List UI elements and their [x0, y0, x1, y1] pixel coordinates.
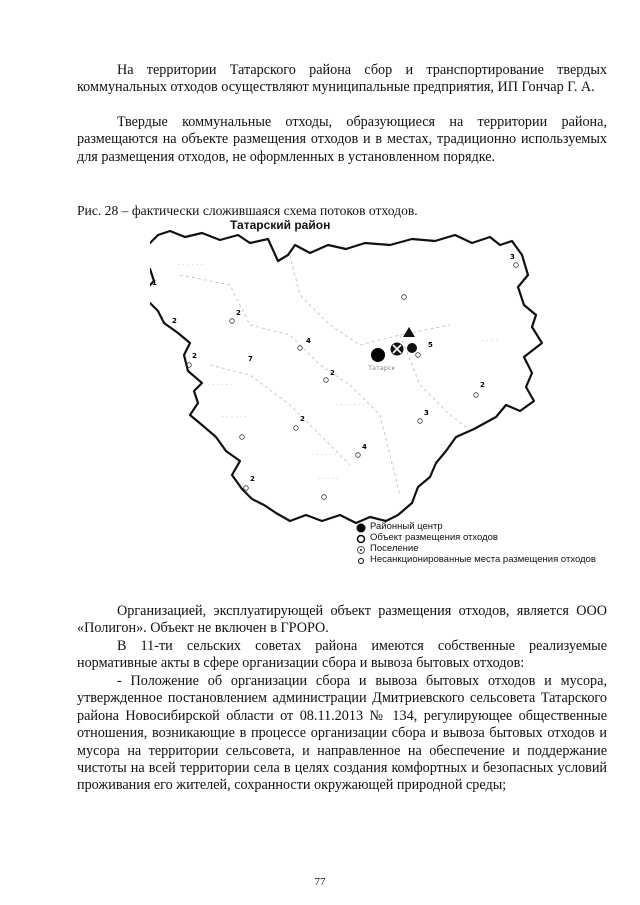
figure-caption: Рис. 28 – фактически сложившаяся схема потоков отходов. [77, 203, 418, 218]
map-title: Татарский район [230, 218, 331, 232]
svg-text:· · · · · ·: · · · · · · [222, 413, 247, 421]
unauthorized-dump-icon [356, 556, 366, 566]
waste-facility-icon [356, 534, 366, 544]
inner-boundaries [180, 255, 470, 495]
map-legend [352, 522, 610, 566]
legend-label: Районный центр [370, 521, 443, 532]
svg-text:· · · ·: · · · · [482, 337, 498, 345]
legend-label: Объект размещения отходов [370, 532, 498, 543]
settlement-markers [187, 263, 519, 500]
legend-item [352, 555, 610, 566]
map-number-label: 1 [152, 279, 157, 287]
paragraph-1: На территории Татарского района сбор и транспортирование твердых коммунальных отходов осуществляют муниципальные предприятия, ИП Гончар Г. А. [77, 62, 607, 96]
map-number-label: 7 [248, 355, 253, 363]
map-number-label: 2 [236, 309, 241, 317]
map-number-label: 2 [300, 415, 305, 423]
map-number-label: 2 [192, 352, 197, 360]
legend-label: Поселение [370, 543, 419, 554]
map-number-label: 3 [510, 253, 515, 261]
svg-text:· · · · · · ·: · · · · · · · [336, 401, 365, 409]
paragraph-4: В 11-ти сельских советах района имеются собственные реализуемые нормативные акты в сфере организации сбора и вывоза бытовых отходов: [77, 638, 607, 672]
map-number-label: 2 [480, 381, 485, 389]
map-number-label: 2 [250, 475, 255, 483]
district-center-icon [371, 348, 385, 362]
town-label: Татарск [368, 364, 396, 372]
map-number-label: 4 [306, 337, 311, 345]
settlement-icon [356, 545, 366, 555]
district-boundary [150, 231, 542, 523]
svg-text:· · · · · ·: · · · · · · [178, 261, 203, 269]
map-number-label: 2 [172, 317, 177, 325]
map-number-label: 4 [362, 443, 367, 451]
svg-text:· · · · ·: · · · · · [318, 475, 339, 483]
map-number-label: 3 [424, 409, 429, 417]
legend-label: Несанкционированные места размещения отходов [370, 554, 596, 565]
district-center-icon [356, 523, 366, 533]
paragraph-3: Организацией, эксплуатирующей объект размещения отходов, является ООО «Полигон». Объект не включен в ГРОРО. [77, 603, 607, 637]
map-number-label: 5 [428, 341, 433, 349]
svg-text:· · · · · ·: · · · · · · [312, 451, 337, 459]
paragraph-5: - Положение об организации сбора и вывоза бытовых отходов и мусора, утвержденное постановлением администрации Дмитриевского сельсовета Татарского района Новосибирской области от 08.11.2013 № 134, регулирующее общественные отношения, возникающие в процессе организации сбора и вывоза бытовых отходов и мусора на территории сельсовета, и направленное на обеспечение и поддержание чистоты на всей территории села в целях создания комфортных и безопасных условий проживания его жителей, сохранности окружающей природной среды; [77, 673, 607, 794]
page-number: 77 [314, 876, 326, 888]
paragraph-2: Твердые коммунальные отходы, образующиеся на территории района, размещаются на объекте размещения отходов и в местах, традиционно используемых для размещения отходов, не оформленных в установленном порядке. [77, 114, 607, 165]
svg-text:· · · · · ·: · · · · · · [208, 381, 233, 389]
map-number-label: 2 [330, 369, 335, 377]
